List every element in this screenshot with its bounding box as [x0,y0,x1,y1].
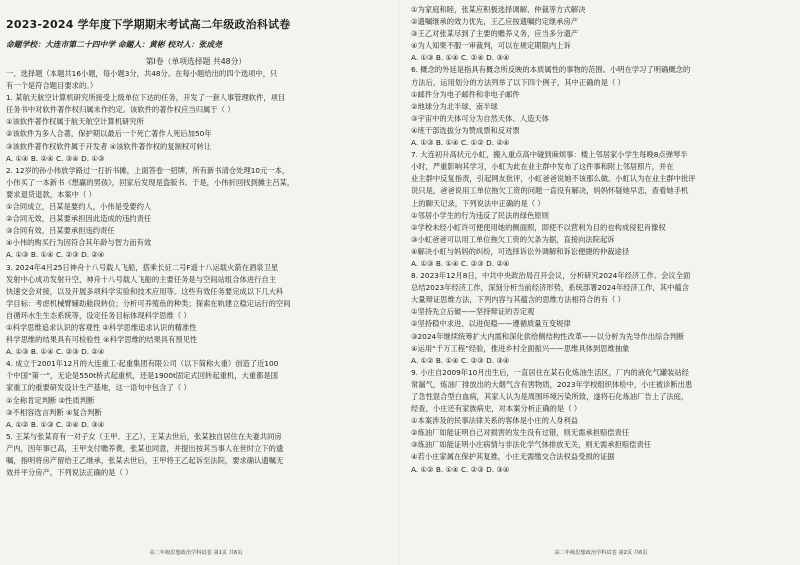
text-line: A. ①③ B. ①④ C. ①② D. ②④ [411,138,510,148]
page-fold [398,0,400,565]
text-line: 自循环水生生态系统等，设定任务目标体现科学思维（ ） [6,310,191,320]
page-2-footer: 高二年级思想政治学科试卷 第2页 共6页 [554,549,648,556]
text-line: 7. 大连初升高状元小虹，搬入重点高中碰到麻烦事：楼上邻居家小学生每晚8点弹琴半 [411,150,688,160]
text-line: A. ①② B. ①④ C. ②③ D. ③④ [411,355,510,365]
text-line: 一、选择题（本题共16小题，每小题3分，共48分。在每小题给出的四个选项中，只 [6,69,278,78]
text-line: ④运用“千万工程”经验，推进乡村全面振兴——思维具体到思维抽象 [411,343,630,353]
text-line: ③不相容选言判断 ④复合判断 [6,407,102,417]
text-line: ③小虹爸爸可以用工单位拖欠工资的欠条为据，直接向法院起诉 [411,234,615,244]
text-line: 发射中心成功发射升空，神舟十八号载人飞船的主要任务是与空间站组合体进行自主 [6,274,276,284]
text-line: 4. 成立于2001年12月的大连重工·起重集团有限公司（以下简称大重）创造了近100 [6,359,279,369]
text-line: 方法后，运用划分的方法列举了以下四个例子，其中正确的是（ ） [411,77,625,87]
text-line: ③炼油厂如能证明小庄病情与非法化学气体排放无关，则无需承担赔偿责任 [411,440,652,450]
text-line: ①为家庭和睦，张某应积极选择调解、仲裁等方式解决 [411,5,586,14]
text-line: A. ①④ B. ②④ C. ③④ D. ①③ [6,153,105,163]
text-line: 大量辩证思维方法，下列内容与其蕴含的思维方法相符合的有（ ） [411,295,625,305]
text-line: ②学校未经小虹许可便使用她的侧面照，即使不以营利为目的也构成侵犯肖像权 [411,222,666,232]
text-line: 个中国“第一”，无论是550t桥式起重机，还是1900t固定式回转起重机，大重都是国 [6,371,278,381]
text-line: ③该软件著作权软件属于开发者 ④该软件著作权的复制权可转让 [6,141,212,151]
text-line: ②炼油厂如能证明自己对损害的发生没有过错，则无需承担赔偿责任 [411,428,630,438]
text-line: A. ①② B. ①④ C. ②③ D. ③④ [411,464,510,474]
text-line: A. ①③ B. ①④ C. ②③ D. ②④ [411,258,510,268]
text-line: 效并平分房产，下列说法正确的是（ ） [6,468,133,478]
text-line: 1. 某航天航空计算机研究所接受上级单位下达的任务，开发了一套人事管理软件，项目 [6,93,286,103]
text-line: ②合同无效，吕某要承担因此造成的违约责任 [6,214,152,224]
text-line: 9. 小庄自2009年10月出生后，一直居住在某石化炼油生活区，厂内的液化气罐装站经 [411,367,689,377]
text-line: A. ①② B. ①③ C. ②④ D. ③④ [6,419,105,429]
text-line: ④班干部选拔分为赞成票和反对票 [411,125,520,135]
text-line: ①本案涉及的民事法律关系的客体是小庄的人身利益 [411,416,579,426]
text-line: 科学思维的结果具有可检验性 ④科学思维的结果具有预见性 [6,335,198,345]
text-line: 小时，严重影响其学习，小虹为此在业主群中发布了这件事和附上邻居照片，并在 [411,162,674,172]
text-line: ①该软件著作权属于航天航空计算机研究所 [6,117,144,127]
text-line: ②遗嘱继承的效力优先，王乙应按遗嘱约定继承房产 [411,17,579,27]
text-line: ①坚持先立后破——坚持辩证的否定观 [411,307,535,317]
text-line: 业主群中反复指责，引起网友批评，小虹爸爸说她不该那么做。小虹认为在业主群中批评 [411,174,696,184]
text-line: 上的聊天记录，下列说法中正确的是（ ） [411,198,545,208]
text-line: 3. 2024年4月25日神舟十八号载人飞船，搭乘长征二号F遥十八运载火箭在酒泉卫星 [6,262,279,272]
text-line: 小伟买了一本新书《想赢的男孩》，回家后发现是盗版书。于是，小伟折回找到摊主吕某， [6,177,295,187]
text-line: 任务书中对软件著作权归属未作约定。该软件的著作权应当归属于（ ） [6,105,235,115]
text-line: ③2024年继续统筹扩大内需和深化供给侧结构性改革——以分析为先导作出综合判断 [411,331,685,341]
text-line: ④若小庄家属在保护其复推，小庄无需缴交合法权益受损的证据 [411,452,615,462]
text-line: 6. 概念的外延是指具有概念所反映的本质属性的事物的范围。小明在学习了明确概念的 [411,65,691,75]
text-line: ②坚持稳中求进、以进促稳——遵循质量互变规律 [411,319,571,329]
exam-meta: 命题学校：大连市第二十四中学 命题人：黄彬 校对人：张成尧 [6,40,222,49]
text-line: 产内，因年事已高，王甲支付赡养费，张某也同意，并提出按其当事人在世时立下的遗 [6,443,284,453]
text-line: ③王乙对张某尽到了主要的赡养义务，应当多分遗产 [411,29,579,39]
text-line: ①邮件分为电子邮件和非电子邮件 [411,89,520,99]
text-line: 要求退货退款，本案中（ ） [6,189,96,199]
text-line: 有一个是符合题目要求的。） [6,81,98,91]
page-1-footer: 高二年级思想政治学科试卷 第1页 共6页 [149,549,243,556]
section-title: 第Ⅰ卷（单项选择题 共48分） [145,57,247,66]
text-line: ②该软件为多人合著，保护期以最后一个死亡著作人死后加50年 [6,129,212,139]
text-line: ③宇宙中的天体可分为自然天体、人造天体 [411,113,549,123]
text-line: 总结2023年经济工作，深刻分析当前经济形势，系统部署2024年经济工作，其中蕴含 [411,283,689,293]
page-1 [0,0,392,565]
text-line: A. ①③ B. ①④ C. ②③ D. ②④ [6,250,105,260]
page-1-body [6,68,386,479]
page-2 [405,0,797,565]
text-line: 快速交会对接，以及开展多项科学实验和技术应用等。这些有效任务要完成以下几大科 [6,286,284,296]
text-line: 常漏气，炼油厂排放出的大烟气含有害物质，2023年学校组织体检中，小庄被诊断出患 [411,379,693,389]
text-line: ②地球分为北半球、南半球 [411,101,498,111]
text-line: A. ①③ B. ①④ C. ②③ D. ②④ [6,347,105,357]
text-line: 说只是，爸爸说用工单位拖欠工资的问题一直没有解决，妈妈怀疑她早恋，查看她手机 [411,186,689,196]
text-line: 学目标：考虑机械臂辅助舱段转位；分析可养殖鱼的种类；探索在轨建立稳定运行的空间 [6,298,291,308]
text-line: ①全称肯定判断 ②性质判断 [6,395,95,405]
text-line: ④解决小虹与妈妈的纠纷，可选择诉讼外调解和诉讼便捷的仲裁途径 [411,246,630,256]
text-line: A. ①③ B. ①④ C. ②④ D. ③④ [411,53,510,63]
text-line: 5. 王某与张某育有一对子女（王甲、王乙），王某去世后，张某独自居住在夫妻共同房 [6,431,282,441]
text-line: ④为人知果不服一审裁判，可以在规定期限内上诉 [411,41,571,51]
text-line: ③合同有效，吕某要承担违约责任 [6,226,115,236]
text-line: 嘱，指明将房产留给王乙继承，张某去世后，王甲将王乙起诉至法院，要求确认遗嘱无 [6,456,284,465]
text-line: 经查，小庄还有家族病史，对本案分析正确的是（ ） [411,404,582,414]
exam-title: 2023-2024 学年度下学期期末考试高二年级政治科试卷 [6,18,291,31]
page-2-body [411,4,791,476]
text-line: ①合同成立，吕某是要约人，小伟是受要约人 [6,202,152,212]
text-line: ④小伟的购买行为因符合其年龄与智力而有效 [6,238,152,248]
text-line: ①邻居小学生的行为违反了民法的绿色原则 [411,210,549,220]
text-line: 8. 2023年12月8日，中共中央政治局召开会议，分析研究2024年经济工作。会议全面 [411,271,691,281]
text-line: 2. 12岁的孙小伟放学路过一打折书摊，上面答卷一招牌，所有新书清仓处理10元一本， [6,165,290,175]
text-line: 了急性混合型白血病，其家人认为是周围环境污染所致，遂将石化炼油厂告上了法庭， [411,392,689,401]
text-line: ①科学思维追求认识的客观性 ②科学思维追求认识的精准性 [6,322,197,332]
text-line: 家重工的重要研发设计生产基地，这一语句中包含了（ ） [6,383,191,393]
